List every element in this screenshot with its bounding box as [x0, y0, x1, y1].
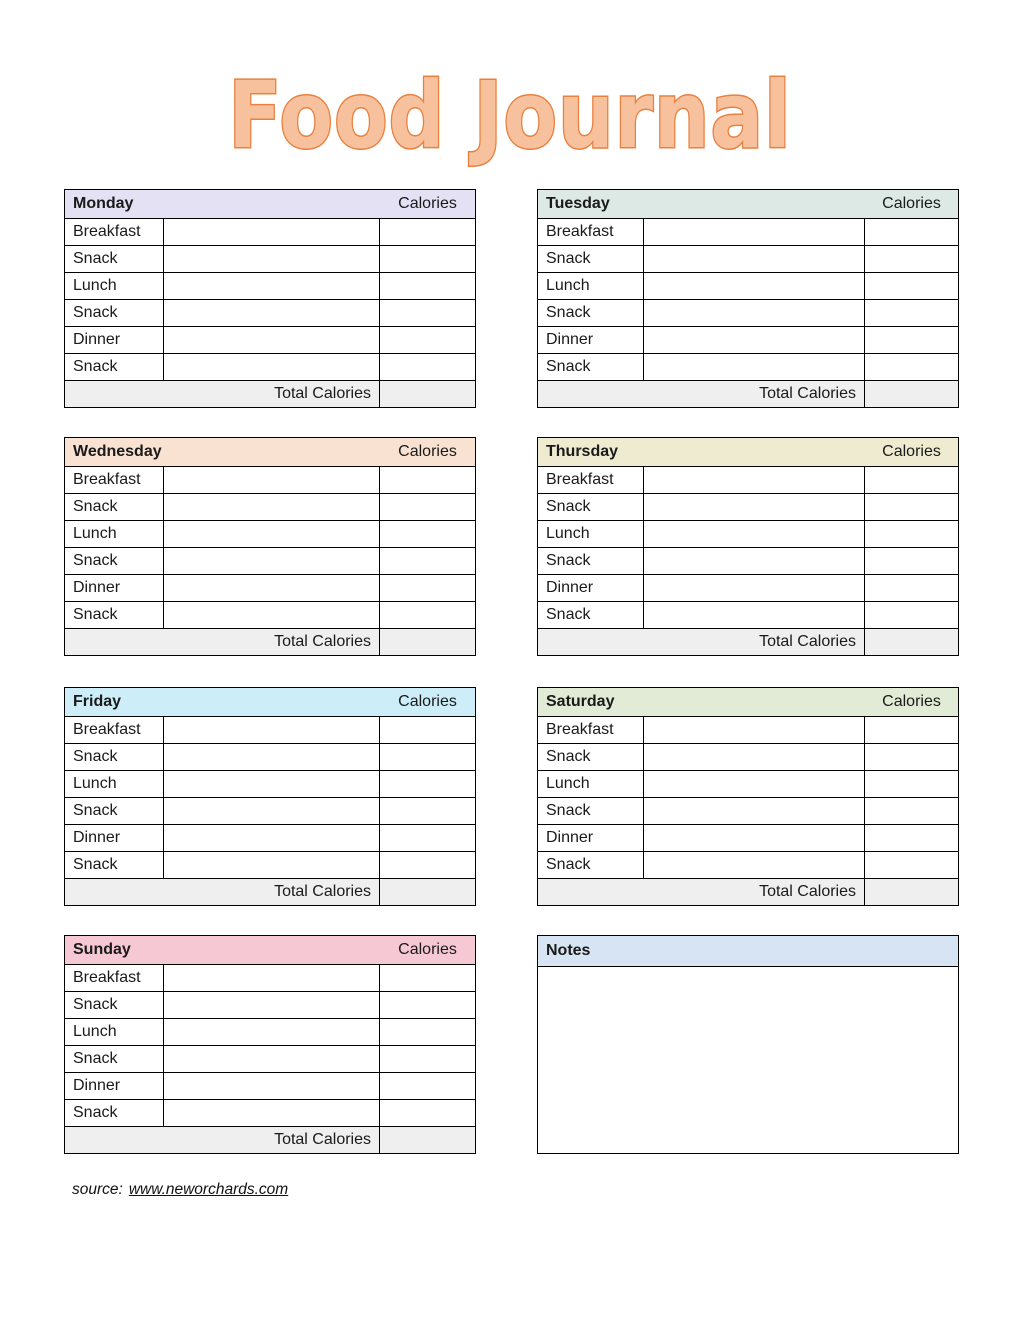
meal-label: Snack: [65, 1100, 164, 1126]
total-calories-label: Total Calories: [538, 381, 865, 407]
meal-entry-cell[interactable]: [164, 1046, 380, 1072]
meal-calories-cell[interactable]: [865, 717, 958, 743]
meal-entry-cell[interactable]: [164, 852, 380, 878]
meal-label: Snack: [538, 852, 644, 878]
meal-label: Snack: [65, 852, 164, 878]
meal-row: [538, 602, 958, 629]
day-title: Thursday: [546, 443, 619, 460]
meal-entry-cell[interactable]: [644, 300, 865, 326]
meal-calories-cell[interactable]: [380, 219, 475, 245]
meal-calories-cell[interactable]: [380, 1046, 475, 1072]
meal-row: [65, 717, 475, 744]
day-title: Sunday: [73, 941, 131, 958]
day-table-friday: [64, 687, 476, 906]
total-calories-label: Total Calories: [65, 879, 380, 905]
day-header: [538, 190, 958, 219]
meal-label: Snack: [65, 798, 164, 824]
meal-row: [538, 575, 958, 602]
total-calories-cell[interactable]: [865, 629, 958, 655]
meal-entry-cell[interactable]: [644, 327, 865, 353]
total-calories-cell[interactable]: [380, 629, 475, 655]
meal-row: [65, 1073, 475, 1100]
meal-entry-cell[interactable]: [164, 548, 380, 574]
meal-calories-cell[interactable]: [380, 744, 475, 770]
meal-calories-cell[interactable]: [380, 467, 475, 493]
meal-label: Dinner: [65, 825, 164, 851]
meal-entry-cell[interactable]: [644, 771, 865, 797]
meal-entry-cell[interactable]: [164, 246, 380, 272]
meal-label: Lunch: [538, 521, 644, 547]
meal-label: Snack: [538, 494, 644, 520]
meal-entry-cell[interactable]: [164, 494, 380, 520]
meal-label: Snack: [538, 300, 644, 326]
day-header: [65, 190, 475, 219]
meal-row: [65, 300, 475, 327]
day-table-wednesday: [64, 437, 476, 656]
notes-title: Notes: [546, 942, 591, 959]
meal-label: Snack: [538, 354, 644, 380]
meal-row: [538, 771, 958, 798]
meal-calories-cell[interactable]: [380, 965, 475, 991]
total-row: [65, 629, 475, 655]
meal-row: [538, 467, 958, 494]
meal-label: Snack: [65, 602, 164, 628]
meal-label: Snack: [538, 602, 644, 628]
meal-entry-cell[interactable]: [164, 602, 380, 628]
meal-row: [538, 494, 958, 521]
meal-row: [65, 602, 475, 629]
meal-row: [538, 798, 958, 825]
meal-entry-cell[interactable]: [164, 1100, 380, 1126]
total-calories-cell[interactable]: [380, 1127, 475, 1153]
meal-entry-cell[interactable]: [644, 717, 865, 743]
meal-row: [65, 548, 475, 575]
meal-calories-cell[interactable]: [380, 354, 475, 380]
meal-calories-cell[interactable]: [380, 1073, 475, 1099]
meal-label: Snack: [65, 1046, 164, 1072]
meal-entry-cell[interactable]: [644, 521, 865, 547]
day-table-monday: [64, 189, 476, 408]
notes-header: [538, 936, 958, 967]
meal-calories-cell[interactable]: [380, 771, 475, 797]
meal-row: [65, 575, 475, 602]
meal-entry-cell[interactable]: [644, 467, 865, 493]
day-header: [65, 438, 475, 467]
calories-column-header: Calories: [882, 195, 941, 212]
meal-label: Lunch: [65, 521, 164, 547]
total-row: [65, 879, 475, 905]
meal-calories-cell[interactable]: [380, 992, 475, 1018]
meal-row: [538, 825, 958, 852]
meal-label: Dinner: [538, 825, 644, 851]
meal-entry-cell[interactable]: [644, 219, 865, 245]
day-header: [538, 438, 958, 467]
meal-label: Snack: [65, 992, 164, 1018]
meal-label: Snack: [65, 354, 164, 380]
meal-row: [65, 467, 475, 494]
calories-column-header: Calories: [882, 443, 941, 460]
meal-label: Snack: [538, 548, 644, 574]
meal-entry-cell[interactable]: [164, 300, 380, 326]
meal-calories-cell[interactable]: [380, 602, 475, 628]
meal-calories-cell[interactable]: [865, 744, 958, 770]
meal-calories-cell[interactable]: [380, 798, 475, 824]
meal-entry-cell[interactable]: [644, 852, 865, 878]
meal-label: Snack: [65, 300, 164, 326]
meal-row: [65, 1019, 475, 1046]
calories-column-header: Calories: [398, 443, 457, 460]
meal-calories-cell[interactable]: [380, 852, 475, 878]
day-table-sunday: [64, 935, 476, 1154]
meal-row: [65, 771, 475, 798]
meal-calories-cell[interactable]: [380, 273, 475, 299]
meal-label: Dinner: [65, 1073, 164, 1099]
meal-row: [65, 992, 475, 1019]
calories-column-header: Calories: [398, 195, 457, 212]
meal-calories-cell[interactable]: [865, 548, 958, 574]
meal-entry-cell[interactable]: [644, 825, 865, 851]
source-label: source:: [72, 1181, 123, 1198]
meal-entry-cell[interactable]: [644, 354, 865, 380]
meal-row: [538, 327, 958, 354]
day-table-thursday: [537, 437, 959, 656]
total-calories-cell[interactable]: [380, 879, 475, 905]
meal-entry-cell[interactable]: [164, 992, 380, 1018]
meal-entry-cell[interactable]: [164, 798, 380, 824]
total-row: [538, 381, 958, 407]
meal-calories-cell[interactable]: [865, 494, 958, 520]
meal-row: [65, 219, 475, 246]
meal-calories-cell[interactable]: [865, 602, 958, 628]
meal-row: [538, 548, 958, 575]
meal-entry-cell[interactable]: [164, 771, 380, 797]
meal-entry-cell[interactable]: [644, 494, 865, 520]
meal-calories-cell[interactable]: [865, 300, 958, 326]
meal-calories-cell[interactable]: [865, 354, 958, 380]
meal-label: Snack: [538, 246, 644, 272]
meal-calories-cell[interactable]: [865, 246, 958, 272]
meal-calories-cell[interactable]: [865, 825, 958, 851]
meal-row: [538, 246, 958, 273]
meal-calories-cell[interactable]: [380, 1100, 475, 1126]
meal-entry-cell[interactable]: [164, 354, 380, 380]
meal-row: [65, 494, 475, 521]
day-table-tuesday: [537, 189, 959, 408]
meal-label: Breakfast: [538, 219, 644, 245]
meal-label: Lunch: [65, 1019, 164, 1045]
day-header: [65, 688, 475, 717]
meal-calories-cell[interactable]: [380, 575, 475, 601]
meal-row: [538, 300, 958, 327]
meal-label: Breakfast: [65, 717, 164, 743]
meal-row: [65, 327, 475, 354]
meal-entry-cell[interactable]: [164, 717, 380, 743]
total-calories-label: Total Calories: [65, 381, 380, 407]
meal-row: [538, 744, 958, 771]
total-calories-cell[interactable]: [865, 381, 958, 407]
meal-entry-cell[interactable]: [164, 575, 380, 601]
meal-label: Breakfast: [65, 219, 164, 245]
meal-calories-cell[interactable]: [380, 300, 475, 326]
notes-box: [537, 935, 959, 1154]
total-calories-label: Total Calories: [65, 629, 380, 655]
total-calories-cell[interactable]: [865, 879, 958, 905]
total-calories-label: Total Calories: [65, 1127, 380, 1153]
meal-calories-cell[interactable]: [865, 219, 958, 245]
meal-label: Snack: [65, 494, 164, 520]
meal-row: [65, 798, 475, 825]
meal-label: Snack: [65, 548, 164, 574]
meal-label: Lunch: [538, 771, 644, 797]
meal-entry-cell[interactable]: [164, 1073, 380, 1099]
meal-label: Lunch: [538, 273, 644, 299]
meal-entry-cell[interactable]: [164, 825, 380, 851]
meal-calories-cell[interactable]: [380, 494, 475, 520]
source-url-link[interactable]: www.neworchards.com: [128, 1181, 289, 1198]
meal-calories-cell[interactable]: [380, 246, 475, 272]
meal-entry-cell[interactable]: [164, 521, 380, 547]
meal-row: [65, 965, 475, 992]
meal-entry-cell[interactable]: [164, 965, 380, 991]
meal-entry-cell[interactable]: [644, 744, 865, 770]
meal-label: Lunch: [65, 771, 164, 797]
meal-row: [65, 246, 475, 273]
meal-entry-cell[interactable]: [164, 467, 380, 493]
meal-calories-cell[interactable]: [380, 1019, 475, 1045]
day-header: [65, 936, 475, 965]
meal-row: [538, 717, 958, 744]
meal-calories-cell[interactable]: [865, 575, 958, 601]
meal-row: [65, 744, 475, 771]
day-title: Saturday: [546, 693, 615, 710]
meal-calories-cell[interactable]: [865, 771, 958, 797]
meal-label: Dinner: [65, 327, 164, 353]
meal-calories-cell[interactable]: [380, 825, 475, 851]
day-title: Wednesday: [73, 443, 162, 460]
day-title: Monday: [73, 195, 134, 212]
day-title: Friday: [73, 693, 122, 710]
meal-entry-cell[interactable]: [164, 744, 380, 770]
source-line: [72, 1181, 288, 1199]
meal-row: [65, 1100, 475, 1127]
total-calories-cell[interactable]: [380, 381, 475, 407]
meal-calories-cell[interactable]: [380, 521, 475, 547]
meal-label: Snack: [538, 798, 644, 824]
meal-entry-cell[interactable]: [164, 327, 380, 353]
meal-row: [538, 354, 958, 381]
page-title: Food Journal: [228, 62, 792, 169]
meal-label: Lunch: [65, 273, 164, 299]
meal-row: [65, 354, 475, 381]
meal-label: Breakfast: [65, 965, 164, 991]
day-header: [538, 688, 958, 717]
meal-row: [65, 521, 475, 548]
meal-label: Snack: [65, 744, 164, 770]
meal-entry-cell[interactable]: [644, 273, 865, 299]
meal-entry-cell[interactable]: [164, 219, 380, 245]
meal-label: Breakfast: [65, 467, 164, 493]
meal-label: Dinner: [538, 327, 644, 353]
meal-label: Snack: [538, 744, 644, 770]
notes-body[interactable]: [538, 967, 958, 1153]
calories-column-header: Calories: [882, 693, 941, 710]
total-calories-label: Total Calories: [538, 629, 865, 655]
meal-row: [65, 1046, 475, 1073]
meal-entry-cell[interactable]: [644, 575, 865, 601]
meal-entry-cell[interactable]: [164, 1019, 380, 1045]
meal-calories-cell[interactable]: [865, 273, 958, 299]
total-row: [538, 629, 958, 655]
meal-label: Breakfast: [538, 467, 644, 493]
meal-row: [65, 825, 475, 852]
meal-calories-cell[interactable]: [380, 717, 475, 743]
meal-row: [538, 219, 958, 246]
meal-entry-cell[interactable]: [644, 246, 865, 272]
total-calories-label: Total Calories: [538, 879, 865, 905]
meal-calories-cell[interactable]: [865, 327, 958, 353]
meal-label: Dinner: [538, 575, 644, 601]
meal-calories-cell[interactable]: [380, 327, 475, 353]
meal-entry-cell[interactable]: [644, 548, 865, 574]
meal-row: [538, 521, 958, 548]
calories-column-header: Calories: [398, 941, 457, 958]
meal-row: [65, 852, 475, 879]
calories-column-header: Calories: [398, 693, 457, 710]
day-table-saturday: [537, 687, 959, 906]
meal-entry-cell[interactable]: [164, 273, 380, 299]
meal-row: [538, 852, 958, 879]
meal-row: [65, 273, 475, 300]
day-title: Tuesday: [546, 195, 610, 212]
total-row: [538, 879, 958, 905]
meal-entry-cell[interactable]: [644, 798, 865, 824]
meal-label: Breakfast: [538, 717, 644, 743]
total-row: [65, 381, 475, 407]
meal-calories-cell[interactable]: [865, 852, 958, 878]
total-row: [65, 1127, 475, 1153]
meal-label: Dinner: [65, 575, 164, 601]
meal-calories-cell[interactable]: [865, 467, 958, 493]
meal-entry-cell[interactable]: [644, 602, 865, 628]
meal-calories-cell[interactable]: [865, 798, 958, 824]
meal-row: [538, 273, 958, 300]
meal-calories-cell[interactable]: [380, 548, 475, 574]
meal-calories-cell[interactable]: [865, 521, 958, 547]
meal-label: Snack: [65, 246, 164, 272]
